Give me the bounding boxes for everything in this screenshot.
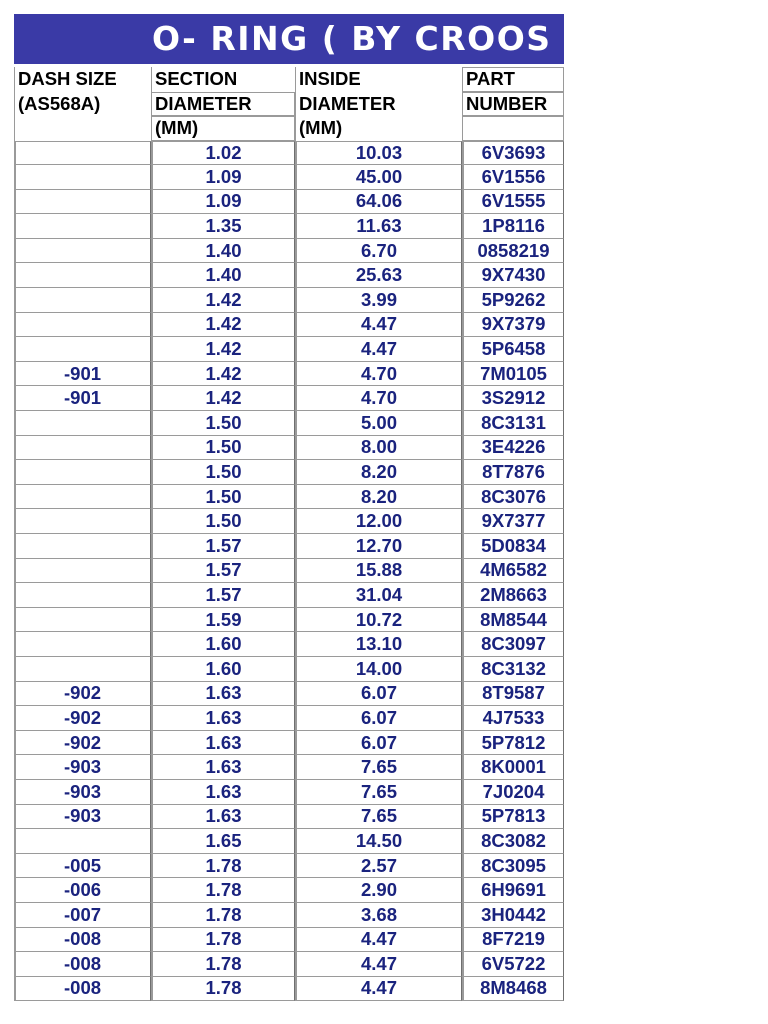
table-row	[14, 632, 564, 657]
part-number-cell[interactable]: 8F7219	[462, 928, 564, 953]
dash-size-cell[interactable]: -007	[14, 903, 151, 928]
part-number-cell[interactable]: 6V3693	[462, 141, 564, 166]
inside-diameter-cell[interactable]: 10.72	[295, 608, 462, 633]
part-number-cell[interactable]: 4J7533	[462, 706, 564, 731]
dash-size-cell[interactable]: -901	[14, 386, 151, 411]
section-diameter-cell[interactable]: 1.42	[151, 313, 295, 338]
dash-size-cell[interactable]	[14, 411, 151, 436]
header-part-sub: NUMBER	[462, 92, 564, 117]
part-number-cell[interactable]: 3E4226	[462, 436, 564, 461]
section-diameter-cell[interactable]: 1.78	[151, 977, 295, 1002]
spreadsheet	[14, 14, 564, 1001]
table-row	[14, 386, 564, 411]
header-section: SECTION	[151, 67, 295, 92]
dash-size-cell[interactable]	[14, 436, 151, 461]
page-title: O- RING ( BY CROOS	[152, 19, 552, 58]
part-number-cell[interactable]: 2M8663	[462, 583, 564, 608]
table-row	[14, 928, 564, 953]
header-inside: INSIDE	[295, 67, 462, 92]
inside-diameter-cell[interactable]: 8.20	[295, 485, 462, 510]
inside-diameter-cell[interactable]: 14.50	[295, 829, 462, 854]
section-diameter-cell[interactable]: 1.02	[151, 141, 295, 166]
inside-diameter-cell[interactable]: 4.70	[295, 362, 462, 387]
part-number-cell[interactable]: 9X7430	[462, 263, 564, 288]
section-diameter-cell[interactable]: 1.57	[151, 583, 295, 608]
dash-size-cell[interactable]	[14, 829, 151, 854]
inside-diameter-cell[interactable]: 7.65	[295, 780, 462, 805]
part-number-cell[interactable]: 4M6582	[462, 559, 564, 584]
section-diameter-cell[interactable]: 1.78	[151, 854, 295, 879]
part-number-cell[interactable]: 8T9587	[462, 682, 564, 707]
part-number-cell[interactable]: 3S2912	[462, 386, 564, 411]
dash-size-cell[interactable]	[14, 583, 151, 608]
table-row	[14, 534, 564, 559]
table-row	[14, 706, 564, 731]
dash-size-cell[interactable]	[14, 214, 151, 239]
table-row	[14, 977, 564, 1002]
header-part-unit	[462, 116, 564, 141]
inside-diameter-cell[interactable]: 7.65	[295, 755, 462, 780]
table-row	[14, 731, 564, 756]
table-body	[14, 141, 564, 1002]
table-row	[14, 337, 564, 362]
dash-size-cell[interactable]	[14, 559, 151, 584]
title-banner	[14, 14, 564, 64]
part-number-cell[interactable]: 5P7813	[462, 805, 564, 830]
o-ring-table	[14, 67, 564, 1001]
section-diameter-cell[interactable]: 1.42	[151, 288, 295, 313]
table-row	[14, 165, 564, 190]
section-diameter-cell[interactable]: 1.63	[151, 706, 295, 731]
table-row	[14, 878, 564, 903]
part-number-cell[interactable]: 5P6458	[462, 337, 564, 362]
inside-diameter-cell[interactable]: 25.63	[295, 263, 462, 288]
part-number-cell[interactable]: 8T7876	[462, 460, 564, 485]
table-row	[14, 805, 564, 830]
header-inside-sub: DIAMETER	[295, 92, 462, 117]
section-diameter-cell[interactable]: 1.63	[151, 805, 295, 830]
table-row	[14, 559, 564, 584]
section-diameter-cell[interactable]: 1.42	[151, 386, 295, 411]
dash-size-cell[interactable]	[14, 288, 151, 313]
table-row	[14, 362, 564, 387]
inside-diameter-cell[interactable]: 4.47	[295, 977, 462, 1002]
table-row	[14, 854, 564, 879]
table-row	[14, 411, 564, 436]
section-diameter-cell[interactable]: 1.50	[151, 509, 295, 534]
table-row	[14, 190, 564, 215]
dash-size-cell[interactable]: -005	[14, 854, 151, 879]
inside-diameter-cell[interactable]: 5.00	[295, 411, 462, 436]
dash-size-cell[interactable]	[14, 263, 151, 288]
part-number-cell[interactable]: 6H9691	[462, 878, 564, 903]
dash-size-cell[interactable]: -008	[14, 952, 151, 977]
inside-diameter-cell[interactable]: 8.00	[295, 436, 462, 461]
part-number-cell[interactable]: 8K0001	[462, 755, 564, 780]
table-row	[14, 903, 564, 928]
dash-size-cell[interactable]	[14, 485, 151, 510]
section-diameter-cell[interactable]: 1.57	[151, 559, 295, 584]
part-number-cell[interactable]: 8C3095	[462, 854, 564, 879]
header-inside-unit: (MM)	[295, 116, 462, 141]
inside-diameter-cell[interactable]: 10.03	[295, 141, 462, 166]
section-diameter-cell[interactable]: 1.65	[151, 829, 295, 854]
table-row	[14, 313, 564, 338]
table-row	[14, 509, 564, 534]
section-diameter-cell[interactable]: 1.57	[151, 534, 295, 559]
section-diameter-cell[interactable]: 1.42	[151, 362, 295, 387]
inside-diameter-cell[interactable]: 7.65	[295, 805, 462, 830]
section-diameter-cell[interactable]: 1.50	[151, 411, 295, 436]
dash-size-cell[interactable]	[14, 534, 151, 559]
table-row	[14, 436, 564, 461]
section-diameter-cell[interactable]: 1.59	[151, 608, 295, 633]
part-number-cell[interactable]: 8C3076	[462, 485, 564, 510]
part-number-cell[interactable]: 6V1555	[462, 190, 564, 215]
inside-diameter-cell[interactable]: 14.00	[295, 657, 462, 682]
inside-diameter-cell[interactable]: 4.47	[295, 337, 462, 362]
section-diameter-cell[interactable]: 1.40	[151, 239, 295, 264]
inside-diameter-cell[interactable]: 3.99	[295, 288, 462, 313]
table-row	[14, 288, 564, 313]
section-diameter-cell[interactable]: 1.09	[151, 190, 295, 215]
section-diameter-cell[interactable]: 1.63	[151, 682, 295, 707]
table-header	[14, 67, 564, 141]
section-diameter-cell[interactable]: 1.50	[151, 460, 295, 485]
inside-diameter-cell[interactable]: 64.06	[295, 190, 462, 215]
inside-diameter-cell[interactable]: 4.47	[295, 952, 462, 977]
section-diameter-cell[interactable]: 1.60	[151, 657, 295, 682]
section-diameter-cell[interactable]: 1.50	[151, 436, 295, 461]
inside-diameter-cell[interactable]: 8.20	[295, 460, 462, 485]
inside-diameter-cell[interactable]: 2.90	[295, 878, 462, 903]
inside-diameter-cell[interactable]: 6.70	[295, 239, 462, 264]
dash-size-cell[interactable]	[14, 165, 151, 190]
dash-size-cell[interactable]	[14, 608, 151, 633]
dash-size-cell[interactable]: -901	[14, 362, 151, 387]
part-number-cell[interactable]: 6V1556	[462, 165, 564, 190]
section-diameter-cell[interactable]: 1.63	[151, 731, 295, 756]
part-number-cell[interactable]: 7J0204	[462, 780, 564, 805]
table-row	[14, 755, 564, 780]
inside-diameter-cell[interactable]: 4.47	[295, 313, 462, 338]
dash-size-cell[interactable]	[14, 190, 151, 215]
table-row	[14, 657, 564, 682]
section-diameter-cell[interactable]: 1.78	[151, 903, 295, 928]
table-row	[14, 682, 564, 707]
dash-size-cell[interactable]	[14, 657, 151, 682]
section-diameter-cell[interactable]: 1.35	[151, 214, 295, 239]
table-row	[14, 608, 564, 633]
inside-diameter-cell[interactable]: 15.88	[295, 559, 462, 584]
inside-diameter-cell[interactable]: 11.63	[295, 214, 462, 239]
dash-size-cell[interactable]	[14, 313, 151, 338]
inside-diameter-cell[interactable]: 6.07	[295, 682, 462, 707]
inside-diameter-cell[interactable]: 2.57	[295, 854, 462, 879]
table-row	[14, 485, 564, 510]
inside-diameter-cell[interactable]: 31.04	[295, 583, 462, 608]
section-diameter-cell[interactable]: 1.63	[151, 780, 295, 805]
dash-size-cell[interactable]: -902	[14, 706, 151, 731]
table-row	[14, 214, 564, 239]
section-diameter-cell[interactable]: 1.78	[151, 952, 295, 977]
section-diameter-cell[interactable]: 1.42	[151, 337, 295, 362]
part-number-cell[interactable]: 3H0442	[462, 903, 564, 928]
dash-size-cell[interactable]: -008	[14, 928, 151, 953]
table-row	[14, 780, 564, 805]
part-number-cell[interactable]: 1P8116	[462, 214, 564, 239]
dash-size-cell[interactable]: -903	[14, 780, 151, 805]
table-row	[14, 829, 564, 854]
part-number-cell[interactable]: 8C3131	[462, 411, 564, 436]
dash-size-cell[interactable]	[14, 141, 151, 166]
table-row	[14, 583, 564, 608]
header-section-sub: DIAMETER	[151, 92, 295, 117]
section-diameter-cell[interactable]: 1.40	[151, 263, 295, 288]
inside-diameter-cell[interactable]: 4.70	[295, 386, 462, 411]
dash-size-cell[interactable]	[14, 239, 151, 264]
inside-diameter-cell[interactable]: 6.07	[295, 731, 462, 756]
header-dash-size-unit	[14, 116, 151, 141]
inside-diameter-cell[interactable]: 3.68	[295, 903, 462, 928]
dash-size-cell[interactable]	[14, 460, 151, 485]
dash-size-cell[interactable]: -008	[14, 977, 151, 1002]
header-section-unit: (MM)	[151, 116, 295, 141]
header-dash-size: DASH SIZE	[14, 67, 151, 92]
header-dash-size-sub: (AS568A)	[14, 92, 151, 117]
part-number-cell[interactable]: 5P7812	[462, 731, 564, 756]
part-number-cell[interactable]: 9X7377	[462, 509, 564, 534]
table-row	[14, 263, 564, 288]
inside-diameter-cell[interactable]: 45.00	[295, 165, 462, 190]
part-number-cell[interactable]: 0858219	[462, 239, 564, 264]
part-number-cell[interactable]: 9X7379	[462, 313, 564, 338]
dash-size-cell[interactable]	[14, 337, 151, 362]
dash-size-cell[interactable]: -903	[14, 805, 151, 830]
dash-size-cell[interactable]: -903	[14, 755, 151, 780]
table-row	[14, 141, 564, 166]
dash-size-cell[interactable]: -902	[14, 731, 151, 756]
table-row	[14, 952, 564, 977]
header-part: PART	[462, 67, 564, 92]
part-number-cell[interactable]: 5D0834	[462, 534, 564, 559]
section-diameter-cell[interactable]: 1.09	[151, 165, 295, 190]
section-diameter-cell[interactable]: 1.78	[151, 878, 295, 903]
section-diameter-cell[interactable]: 1.78	[151, 928, 295, 953]
part-number-cell[interactable]: 8C3132	[462, 657, 564, 682]
part-number-cell[interactable]: 8C3082	[462, 829, 564, 854]
inside-diameter-cell[interactable]: 13.10	[295, 632, 462, 657]
section-diameter-cell[interactable]: 1.50	[151, 485, 295, 510]
table-row	[14, 460, 564, 485]
part-number-cell[interactable]: 5P9262	[462, 288, 564, 313]
part-number-cell[interactable]: 7M0105	[462, 362, 564, 387]
dash-size-cell[interactable]: -902	[14, 682, 151, 707]
inside-diameter-cell[interactable]: 12.00	[295, 509, 462, 534]
section-diameter-cell[interactable]: 1.63	[151, 755, 295, 780]
dash-size-cell[interactable]	[14, 509, 151, 534]
part-number-cell[interactable]: 8M8544	[462, 608, 564, 633]
dash-size-cell[interactable]	[14, 632, 151, 657]
dash-size-cell[interactable]: -006	[14, 878, 151, 903]
part-number-cell[interactable]: 8M8468	[462, 977, 564, 1002]
inside-diameter-cell[interactable]: 4.47	[295, 928, 462, 953]
part-number-cell[interactable]: 8C3097	[462, 632, 564, 657]
part-number-cell[interactable]: 6V5722	[462, 952, 564, 977]
table-row	[14, 239, 564, 264]
inside-diameter-cell[interactable]: 6.07	[295, 706, 462, 731]
section-diameter-cell[interactable]: 1.60	[151, 632, 295, 657]
inside-diameter-cell[interactable]: 12.70	[295, 534, 462, 559]
